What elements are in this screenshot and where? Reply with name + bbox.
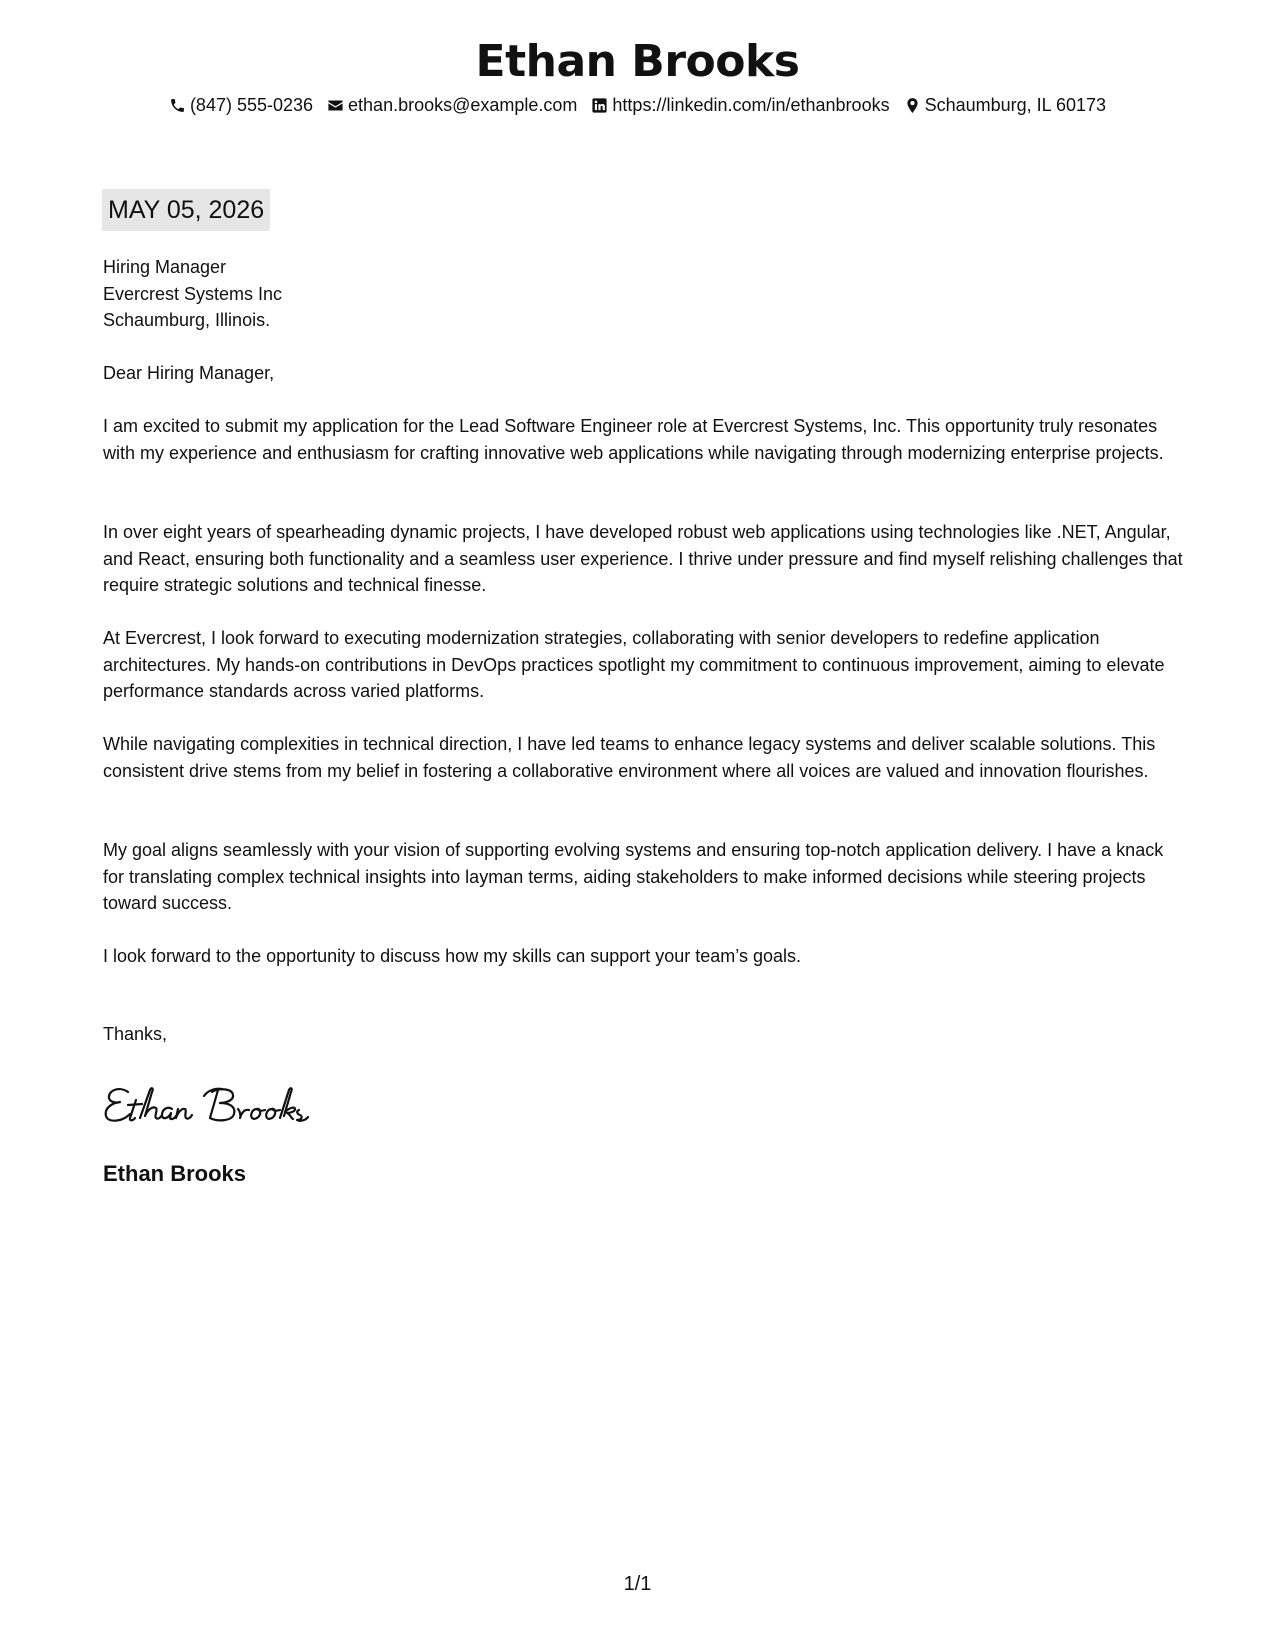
closing-line: Thanks, <box>103 1024 168 1044</box>
linkedin-icon <box>591 97 608 114</box>
contact-location <box>904 93 1106 117</box>
contact-phone <box>169 93 313 117</box>
signer-name: Ethan Brooks <box>103 1161 247 1186</box>
contact-email <box>327 93 577 117</box>
recipient-title: Hiring Manager <box>103 257 227 277</box>
linkedin-text: https://linkedin.com/in/ethanbrooks <box>612 95 890 115</box>
applicant-name-heading: Ethan Brooks <box>475 36 800 87</box>
body-paragraph: I am excited to submit my application for the Lead Software Engineer role at Evercrest Systems, Inc. This opportunity truly resonates with my experience and enthusiasm for crafting innovative web applications while navigating through modernizing enterprise projects. <box>103 416 1164 463</box>
recipient-block <box>103 254 1183 334</box>
email-text: ethan.brooks@example.com <box>348 95 578 115</box>
page-number: 1/1 <box>623 1573 652 1595</box>
body-paragraph: I look forward to the opportunity to discuss how my skills can support your team’s goals. <box>103 946 801 966</box>
handwritten-signature <box>100 1078 316 1128</box>
recipient-location: Schaumburg, Illinois. <box>103 310 271 330</box>
location-text: Schaumburg, IL 60173 <box>924 95 1107 115</box>
recipient-company: Evercrest Systems Inc <box>103 283 283 304</box>
body-paragraph: At Evercrest, I look forward to executing modernization strategies, collaborating with senior developers to redefine application architectures. My hands-on contributions in DevOps practices spotlight my commitment to continuous improvement, aiming to elevate performance standards across varied platforms. <box>103 628 1165 701</box>
salutation: Dear Hiring Manager, <box>103 363 275 383</box>
body-paragraph: My goal aligns seamlessly with your vision of supporting evolving systems and ensuring top-notch application delivery. I have a knack for translating complex technical insights into layman terms, aiding stakeholders to make informed decisions while steering projects toward success. <box>103 840 1164 913</box>
map-pin-icon <box>904 97 921 114</box>
letter-date: MAY 05, 2026 <box>102 189 270 231</box>
body-paragraph: While navigating complexities in technical direction, I have led teams to enhance legacy systems and deliver scalable solutions. This consistent drive stems from my belief in fostering a collaborative environment where all voices are valued and innovation flourishes. <box>103 734 1156 781</box>
body-paragraph: In over eight years of spearheading dynamic projects, I have developed robust web applications using technologies like .NET, Angular, and React, ensuring both functionality and a seamless user experience. I thrive under pressure and find myself relishing challenges that require strategic solutions and technical finesse. <box>103 522 1183 595</box>
envelope-icon <box>327 97 344 114</box>
phone-icon <box>169 97 186 114</box>
contact-linkedin <box>591 93 889 117</box>
phone-text: (847) 555-0236 <box>189 95 314 115</box>
contact-bar <box>0 93 1275 117</box>
